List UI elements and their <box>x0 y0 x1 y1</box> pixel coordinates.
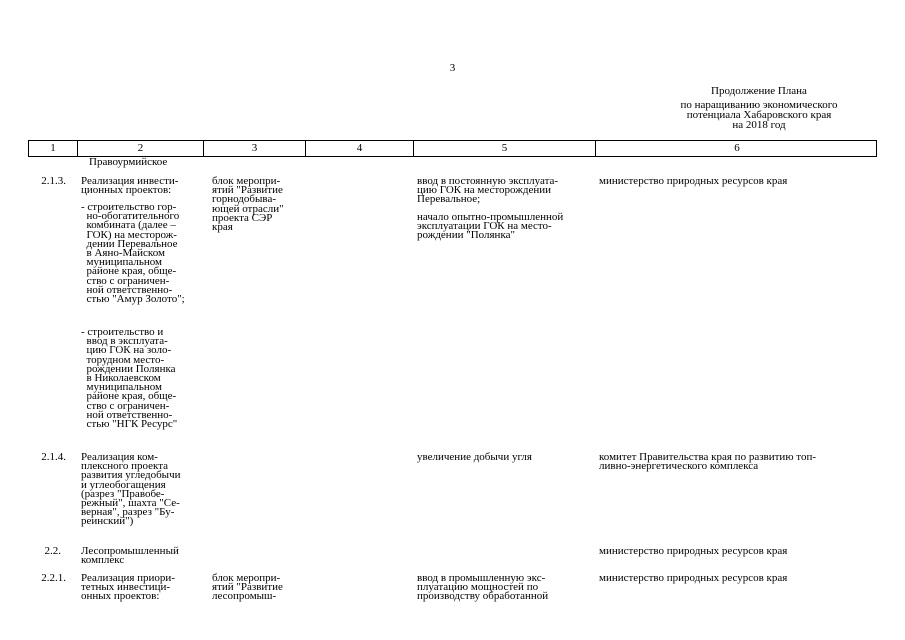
column-header-1: 1 <box>50 142 56 154</box>
page-number: 3 <box>449 62 456 74</box>
row-title: Лесопромышленный комплекс <box>81 545 179 567</box>
header-line-4: на 2018 год <box>732 119 786 131</box>
header-line-2: по наращиванию экономического <box>680 99 838 111</box>
project-item: - строительство гор- но-обогатительного комбината (далее – ГОК) на месторож- дении Перевальное в Аяно-Майском муниципальном районе края, обще- ство с ограничен- ной ответственно- стью "Амур Золото"; <box>81 201 185 306</box>
responsible-body: министерство природных ресурсов края <box>599 175 788 187</box>
responsible-body: комитет Правительства края по развитию топ- ливно-энергетического комплекса <box>599 451 816 473</box>
row-number: 2.1.3. <box>41 175 66 187</box>
column-header-5: 5 <box>413 141 595 156</box>
document-header <box>649 86 869 130</box>
row-number: 2.2. <box>44 545 61 557</box>
table-column-header <box>28 140 877 157</box>
column-header-2: 2 <box>77 141 203 156</box>
row-title: Реализация ком- плексного проекта развития угледобычи и углеобогащения (разрез "Правобе- режный", шахта "Се- верная", разрез "Бу- реинский") <box>81 451 181 528</box>
header-line-3: потенциала Хабаровского края <box>686 109 832 121</box>
row-number: 2.1.4. <box>41 451 66 463</box>
expected-result: ввод в постоянную эксплуата- цию ГОК на месторождении Перевальное; <box>417 175 559 206</box>
column-header-4: 4 <box>305 141 413 156</box>
header-line-1: Продолжение Плана <box>711 85 807 97</box>
row-number: 2.2.1. <box>41 572 66 584</box>
carryover-text: Правоурмийское <box>89 156 168 168</box>
row-title: Реализация приори- тетных инвестици- онных проектов: <box>81 572 175 603</box>
project-item: - строительство и ввод в эксплуата- цию ГОК на золо- торудном место- рождении Полянка в Николаевском муниципальном районе края, обще- ство с ограничен- ной ответственно- стью "НГК Ресурс" <box>81 326 178 431</box>
responsible-body: министерство природных ресурсов края <box>599 545 788 557</box>
expected-result: ввод в промышленную экс- плуатацию мощностей по производству обработанной <box>417 572 549 603</box>
column-header-3: 3 <box>203 141 305 156</box>
program-block: блок меропри- ятий "Развитие лесопромыш- <box>212 572 283 603</box>
expected-result: увеличение добычи угля <box>417 451 532 463</box>
expected-result: начало опытно-промышленной эксплуатации ГОК на место- рождении "Полянка" <box>417 211 564 242</box>
row-title: Реализация инвести- ционных проектов: <box>81 175 179 197</box>
program-block: блок меропри- ятий "Развитие горнодобыва- ющей отрасли" проекта СЭР края <box>212 175 284 234</box>
column-header-6: 6 <box>595 141 878 156</box>
responsible-body: министерство природных ресурсов края <box>599 572 788 584</box>
